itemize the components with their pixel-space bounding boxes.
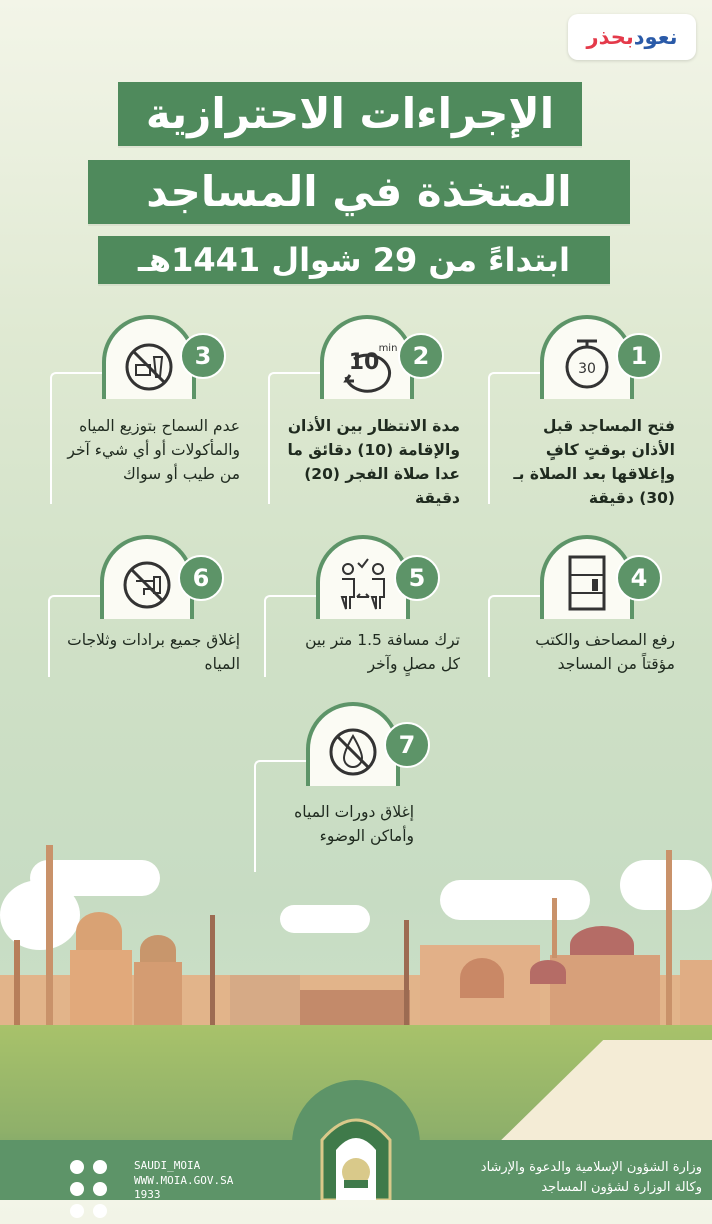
social-icons — [68, 1158, 128, 1224]
minaret — [666, 850, 672, 1030]
clock-text: 30 — [578, 361, 596, 377]
item4-text: رفع المصاحف والكتب مؤقتاً من المساجد — [535, 631, 675, 673]
item3-number: 3 — [180, 333, 226, 379]
ministry-logo-icon — [292, 1080, 420, 1200]
social-handle[interactable]: SAUDI_MOIA — [134, 1159, 201, 1172]
instagram-icon[interactable] — [70, 1182, 84, 1196]
timer-10min-icon — [324, 319, 410, 399]
item4-number: 4 — [616, 555, 662, 601]
minaret — [404, 920, 409, 1030]
minaret — [14, 940, 20, 1030]
item3-text: عدم السماح بتوزيع المياه والمأكولات أو أي شيء آخر من طيب أو سواك — [67, 417, 240, 483]
item5-text: ترك مسافة 1.5 متر بين كل مصلٍ وآخر — [305, 631, 460, 673]
dome — [530, 960, 566, 984]
badge-part2: بحذر — [586, 25, 634, 49]
dome — [140, 935, 176, 965]
item2-number: 2 — [398, 333, 444, 379]
cloud — [0, 880, 80, 950]
item6-text: إغلاق جميع برادات وثلاجات المياه — [67, 631, 240, 673]
timer-unit: min — [378, 343, 398, 354]
phone-icon[interactable] — [93, 1204, 107, 1218]
building — [230, 975, 300, 1030]
cloud — [280, 905, 370, 933]
cloud — [440, 880, 590, 920]
item1-number: 1 — [616, 333, 662, 379]
youtube-icon[interactable] — [70, 1204, 84, 1218]
badge-part1: نعود — [633, 25, 678, 49]
building — [550, 955, 660, 1031]
item7-text: إغلاق دورات المياه وأماكن الوضوء — [294, 803, 414, 845]
item1-text: فتح المساجد قبل الأذان بوقتٍ كافٍ وإغلاقها بعد الصلاة بـ (30) دقيقة — [513, 417, 675, 507]
twitter-icon[interactable] — [93, 1160, 107, 1174]
minaret — [552, 898, 557, 958]
minaret — [210, 915, 215, 1025]
dome — [76, 912, 122, 952]
website-link[interactable]: WWW.MOIA.GOV.SA — [134, 1174, 234, 1187]
title-line3: ابتداءً من 29 شوال 1441هـ — [98, 236, 610, 284]
item7-number: 7 — [384, 722, 430, 768]
ministry-name: وزارة الشؤون الإسلامية والدعوة والإرشاد — [480, 1160, 702, 1175]
building — [70, 950, 132, 1030]
snapchat-icon[interactable] — [70, 1160, 84, 1174]
item2-text: مدة الانتظار بين الأذان والإقامة (10) دقائق ما عدا صلاة الفجر (20) دقيقة — [287, 417, 460, 507]
title-line2: المتخذة في المساجد — [88, 160, 630, 224]
logo-container — [292, 1080, 420, 1200]
minaret — [46, 845, 53, 1025]
no-food-icon — [106, 319, 192, 399]
title-line1: الإجراءات الاحترازية — [118, 82, 582, 146]
facebook-icon[interactable] — [93, 1182, 107, 1196]
campaign-badge — [568, 14, 696, 60]
item6-number: 6 — [178, 555, 224, 601]
agency-name: وكالة الوزارة لشؤون المساجد — [541, 1180, 702, 1195]
building — [134, 962, 182, 1030]
item5-number: 5 — [394, 555, 440, 601]
building — [680, 960, 712, 1030]
dome — [460, 958, 504, 998]
timer-number: 10 — [348, 350, 380, 375]
phone-number[interactable]: 1933 — [134, 1188, 161, 1201]
